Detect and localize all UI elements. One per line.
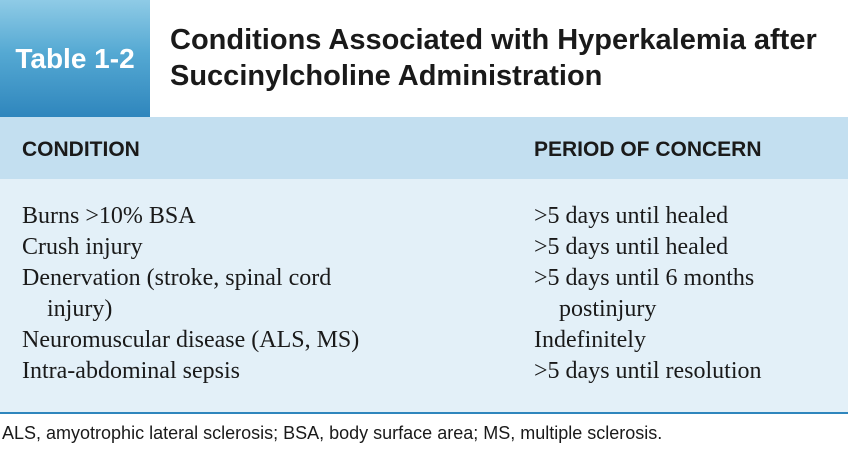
table-row [0, 232, 848, 263]
table-row [0, 356, 848, 387]
condition-text: Intra-abdominal sepsis [22, 358, 240, 384]
condition-text: Burns >10% BSA [22, 203, 196, 229]
table-title [170, 22, 840, 94]
period-text: >5 days until healed [534, 234, 729, 260]
table-title-line-2: Succinylcholine Administration [170, 60, 603, 92]
period-text: postinjury [559, 296, 657, 322]
period-text: Indefinitely [534, 327, 646, 353]
table-bottom-rule [0, 412, 848, 414]
table-footnote: ALS, amyotrophic lateral sclerosis; BSA, body surface area; MS, multiple sclerosis. [2, 423, 663, 443]
condition-cell [22, 325, 502, 356]
condition-cell [22, 201, 502, 232]
table-banner [0, 0, 848, 117]
condition-text: Crush injury [22, 234, 143, 260]
period-text: >5 days until resolution [534, 358, 762, 384]
condition-text: Denervation (stroke, spinal cord [22, 265, 332, 291]
condition-cell [22, 232, 502, 263]
column-header-period: PERIOD OF CONCERN [534, 138, 762, 161]
period-text: >5 days until 6 months [534, 265, 755, 291]
table-row [0, 325, 848, 356]
table-header-row [0, 117, 848, 179]
period-cell [534, 201, 834, 232]
condition-text: injury) [47, 296, 113, 322]
condition-cell [22, 356, 502, 387]
condition-cell [22, 263, 502, 325]
table-row [0, 263, 848, 325]
period-cell [534, 232, 834, 263]
period-text: >5 days until healed [534, 203, 729, 229]
table-number-label: Table 1-2 [0, 0, 150, 117]
table-rows [0, 201, 848, 387]
period-cell [534, 356, 834, 387]
column-header-condition: CONDITION [22, 138, 140, 161]
table-title-line-1: Conditions Associated with Hyperkalemia after [170, 24, 817, 56]
condition-text: Neuromuscular disease (ALS, MS) [22, 327, 360, 353]
table-body [0, 179, 848, 412]
table-row [0, 201, 848, 232]
period-cell [534, 263, 834, 325]
period-cell [534, 325, 834, 356]
